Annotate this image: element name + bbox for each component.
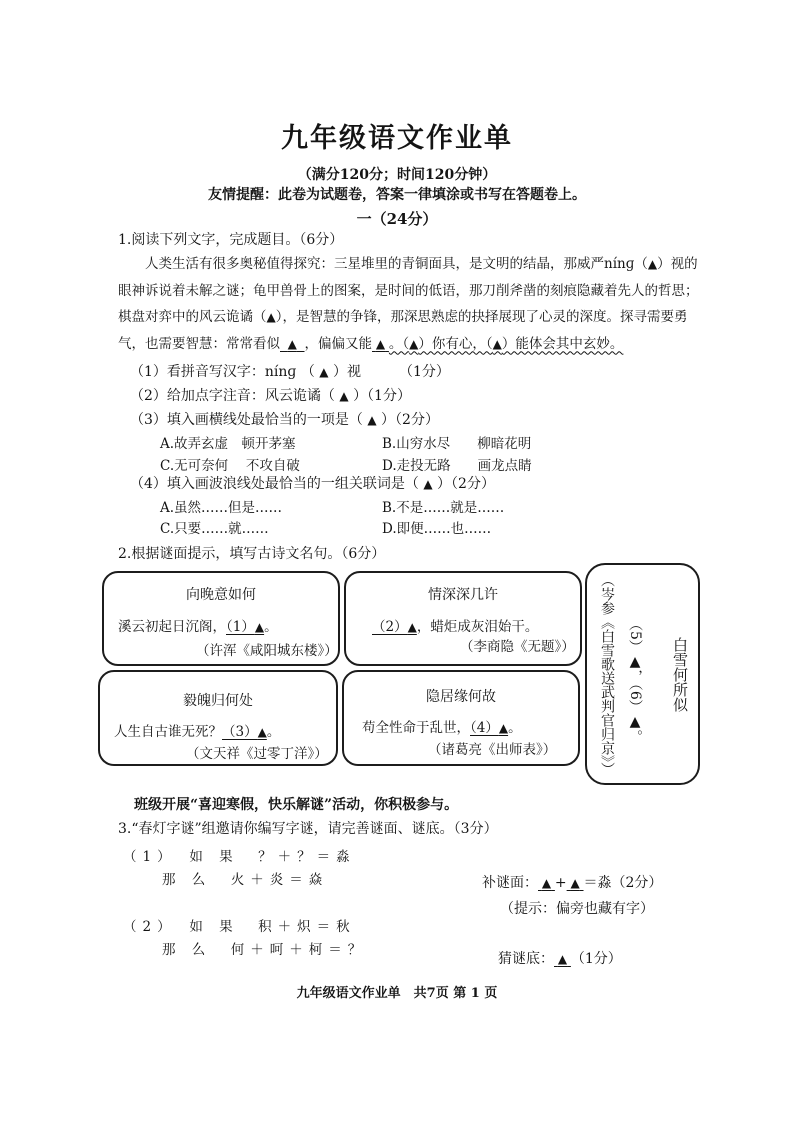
page-footer: 九年级语文作业单 共7页 第 1 页: [296, 986, 498, 1001]
box-source: （文天祥《过零丁洋》）: [186, 746, 328, 762]
box-heading: 隐居缘何故: [426, 689, 496, 705]
underlined-blank: ▲: [287, 336, 297, 351]
riddle-box-1: [102, 571, 340, 666]
complete-riddle-line: 补谜面： ▲ + ▲ ＝淼（2分）: [482, 875, 663, 891]
riddle-box-2: [344, 571, 582, 666]
riddle-1-line-1: （1） 如 果 ？＋？＝淼: [123, 849, 356, 865]
q2-stem: 2.根据谜面提示，填写古诗文名句。（6分）: [118, 546, 386, 562]
box-line: 苟全性命于乱世，（4）▲。: [362, 720, 522, 736]
riddle-1-line-2: 那 么 火＋炎＝焱: [162, 872, 329, 888]
riddle-box-3: [98, 670, 338, 766]
box-heading: 毅魄归何处: [183, 693, 253, 709]
q1-sub3-option-c: C.无可奈何 不攻自破: [160, 458, 300, 474]
passage-text: 人类生活有很多奥秘值得探究：三星堆里的青铜面具，是文明的结晶，那威严: [145, 256, 604, 272]
answer-blank-marker: ▲: [266, 310, 276, 324]
wavy-underlined-sentence: 。（▲）你有心，（▲）能体会其中玄妙。: [388, 335, 624, 352]
box-heading: 情深深几许: [428, 587, 498, 603]
box-source: （许浑《咸阳城东楼》）: [196, 643, 338, 659]
passage-text: ）视的眼神诉说着未解之谜；龟甲兽骨上的图案，是时间的低语，那刀削斧凿的刻痕隐藏着先人的哲思；棋盘对弈中的风云诡谲（: [118, 256, 699, 325]
exam-notice: 友情提醒：此卷为试题卷，答案一律填涂或书写在答题卷上。: [208, 187, 586, 203]
box-line-vertical: （5）▲，（6）▲。: [627, 617, 643, 744]
box-line: （2）▲，蜡炬成灰泪始干。: [372, 619, 539, 635]
q1-passage: [118, 251, 700, 357]
q1-sub4: （4）填入画波浪线处最恰当的一组关联词是（ ▲ ）（2分）: [130, 476, 495, 492]
q1-sub4-option-a: A.虽然……但是……: [160, 500, 283, 516]
guess-answer-line: 猜谜底： ▲ （1分）: [498, 951, 622, 967]
box-source-vertical: （岑参《白雪歌送武判官归京》）: [599, 573, 615, 776]
box-heading-vertical: 白雪何所似: [671, 637, 689, 712]
riddle-2-line-2: 那 么 何＋呵＋柯＝？: [162, 942, 368, 958]
riddle-box-4: [342, 670, 580, 766]
q1-sub4-option-c: C.只要……就……: [160, 521, 269, 537]
riddle-2-line-1: （2） 如 果 积＋炽＝秋: [123, 919, 356, 935]
score-time-note: （满分120分；时间120分钟）: [297, 167, 497, 183]
box-source: （诸葛亮《出师表》）: [428, 742, 557, 758]
q1-sub4-option-d: D.即便……也……: [382, 521, 492, 537]
q3-stem: 3.“春灯字谜”组邀请你编写字谜，请完善谜面、谜底。（3分）: [118, 821, 498, 837]
passage-text: ，偏偏又能: [304, 335, 373, 352]
q1-sub4-option-b: B.不是……就是……: [382, 500, 505, 516]
q1-sub3-option-d: D.走投无路 画龙点睛: [382, 458, 532, 474]
underlined-blank: ▲: [375, 336, 386, 351]
box-source: （李商隐《无题》）: [460, 639, 575, 655]
passage-pinyin: nínɡ（: [604, 256, 648, 272]
box-line: 人生自古谁无死？（3）▲。: [114, 724, 281, 740]
q1-sub1: （1）看拼音写汉字：nínɡ （ ▲ ）视 （1分）: [130, 364, 450, 380]
box-heading: 向晚意如何: [186, 587, 256, 603]
box-line: 溪云初起日沉阁，（1）▲。: [118, 619, 278, 635]
section-heading: 一（24分）: [356, 210, 438, 228]
activity-intro: 班级开展“喜迎寒假，快乐解谜”活动，你积极参与。: [134, 797, 459, 813]
answer-blank-marker: ▲: [647, 257, 658, 271]
q1-sub3: （3）填入画横线处最恰当的一项是（ ▲ ）（2分）: [130, 412, 439, 428]
q1-stem: 1.阅读下列文字，完成题目。（6分）: [118, 232, 344, 248]
passage-text: ），是智慧的争锋，那深思熟虑的抉择展现了心灵的深度。探寻需要勇气，也需要智慧：常常看似: [118, 309, 688, 352]
page-title: 九年级语文作业单: [281, 123, 513, 154]
riddle-box-vertical: [585, 563, 700, 785]
q1-sub3-option-a: A.故弄玄虚 顿开茅塞: [160, 436, 296, 452]
q1-sub3-option-b: B.山穷水尽 柳暗花明: [382, 436, 532, 452]
q1-sub2: （2）给加点字注音：风云诡谲（ ▲ ）（1分）: [130, 388, 411, 404]
hint-text: （提示：偏旁也藏有字）: [500, 901, 654, 917]
